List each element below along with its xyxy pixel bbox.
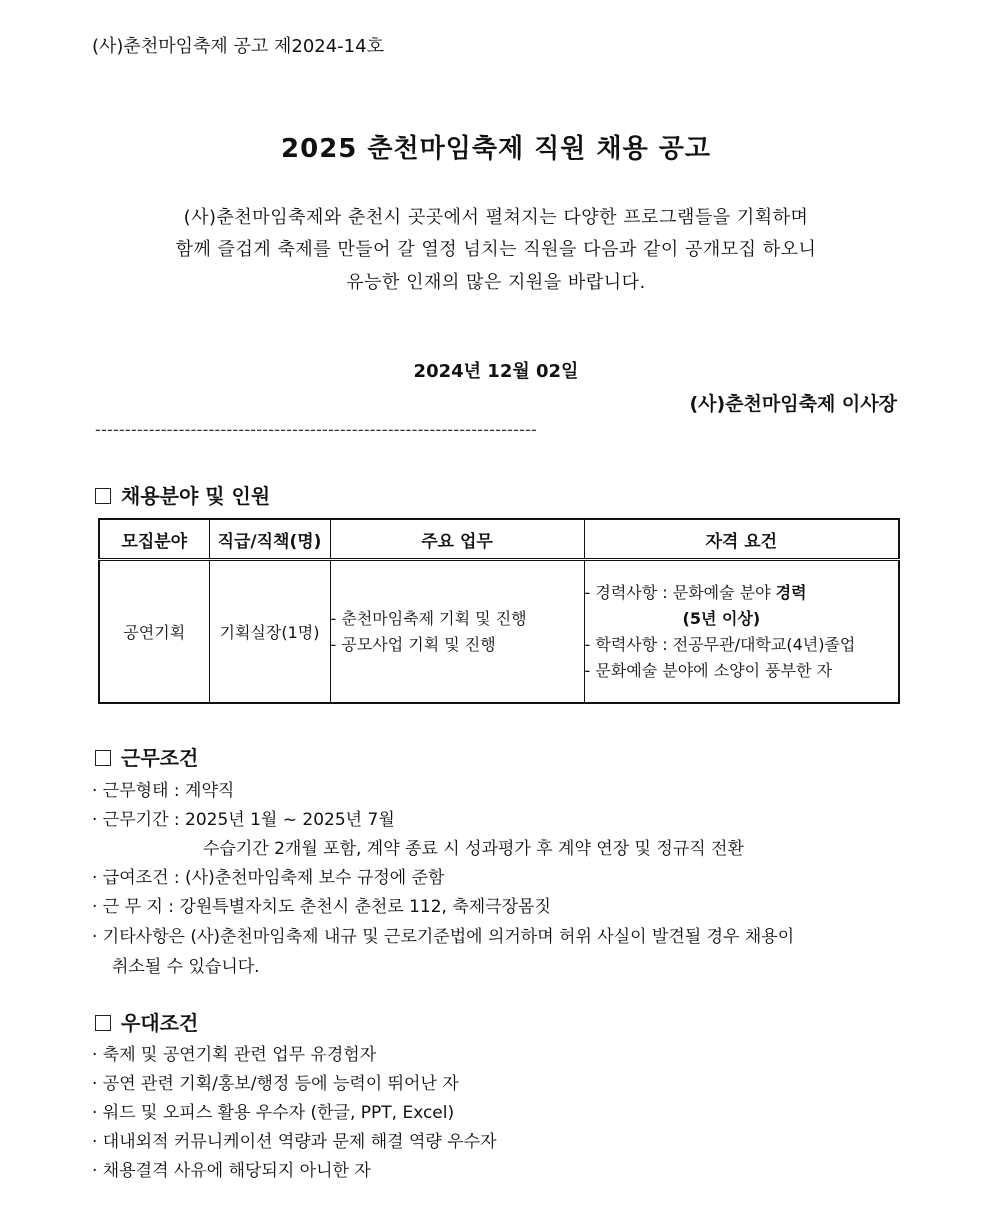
preference-item: · 대내외적 커뮤니케이션 역량과 문제 해결 역량 우수자: [92, 1132, 497, 1152]
preference-item: · 채용결격 사유에 해당되지 아니한 자: [92, 1161, 371, 1181]
qual-experience-years: (5년 이상): [682, 608, 761, 628]
intro-line-1: (사)춘천마임축제와 춘천시 곳곳에서 펼쳐지는 다양한 프로그램들을 기획하며: [183, 207, 809, 228]
condition-item: · 근무기간 : 2025년 1월 ~ 2025년 7월: [92, 810, 395, 830]
preference-item: · 축제 및 공연기획 관련 업무 유경험자: [92, 1045, 377, 1065]
section-preferences-heading: [95, 1007, 198, 1036]
cell-qualifications: [584, 560, 899, 704]
duty-item: - 공모사업 기획 및 진행: [330, 634, 496, 654]
cell-field: 공연기획: [99, 560, 209, 704]
intro-line-3: 유능한 인재의 많은 지원을 바랍니다.: [346, 272, 646, 293]
preference-item: · 공연 관련 기획/홍보/행정 등에 능력이 뛰어난 자: [92, 1074, 459, 1094]
section-preferences-title: 우대조건: [121, 1011, 199, 1035]
section-conditions-heading: [95, 742, 198, 771]
header-qualifications: 자격 요건: [584, 519, 899, 560]
intro-line-2: 함께 즐겁게 축제를 만들어 갈 열정 넘치는 직원을 다음과 같이 공개모집 하오니: [175, 239, 817, 260]
condition-item: · 급여조건 : (사)춘천마임축제 보수 규정에 준함: [92, 868, 445, 888]
checkbox-square-icon: [95, 750, 111, 766]
condition-item: · 근무형태 : 계약직: [92, 781, 235, 801]
signature: (사)춘천마임축제 이사장: [689, 393, 897, 415]
condition-item: 취소될 수 있습니다.: [112, 957, 260, 977]
table-row: [99, 560, 899, 704]
notice-number: (사)춘천마임축제 공고 제2024-14호: [92, 36, 384, 57]
header-duties: 주요 업무: [330, 519, 584, 560]
cell-duties: [330, 560, 584, 704]
section-conditions-title: 근무조건: [121, 746, 199, 770]
qual-experience-text: - 경력사항 : 문화예술 분야: [584, 582, 776, 602]
qual-experience-bold: 경력: [775, 582, 807, 602]
checkbox-square-icon: [95, 1015, 111, 1031]
condition-item: 수습기간 2개월 포함, 계약 종료 시 성과평가 후 계약 연장 및 정규직 전환: [203, 839, 744, 859]
document-title: 2025 춘천마임축제 직원 채용 공고: [281, 134, 711, 164]
header-position: 직급/직책(명): [209, 519, 330, 560]
duty-item: - 춘천마임축제 기획 및 진행: [330, 608, 527, 628]
notice-date: 2024년 12월 02일: [413, 361, 579, 382]
qual-aptitude: - 문화예술 분야에 소양이 풍부한 자: [584, 660, 833, 680]
checkbox-square-icon: [95, 488, 111, 504]
qual-education: - 학력사항 : 전공무관/대학교(4년)졸업: [584, 634, 856, 654]
header-field: 모집분야: [99, 519, 209, 560]
section-recruit-heading: [95, 480, 270, 509]
cell-position: 기획실장(1명): [209, 560, 330, 704]
condition-item: · 근 무 지 : 강원특별자치도 춘천시 춘천로 112, 축제극장몸짓: [92, 897, 551, 917]
divider: --------------------------------------------------------------------------: [95, 420, 538, 439]
table-header-row: [99, 519, 899, 560]
qual-experience: [585, 580, 899, 606]
preference-item: · 워드 및 오피스 활용 우수자 (한글, PPT, Excel): [92, 1103, 455, 1123]
section-recruit-title: 채용분야 및 인원: [121, 484, 271, 508]
condition-item: · 기타사항은 (사)춘천마임축제 내규 및 근로기준법에 의거하며 허위 사실이 발견될 경우 채용이: [92, 927, 795, 947]
recruit-table: [98, 518, 900, 704]
